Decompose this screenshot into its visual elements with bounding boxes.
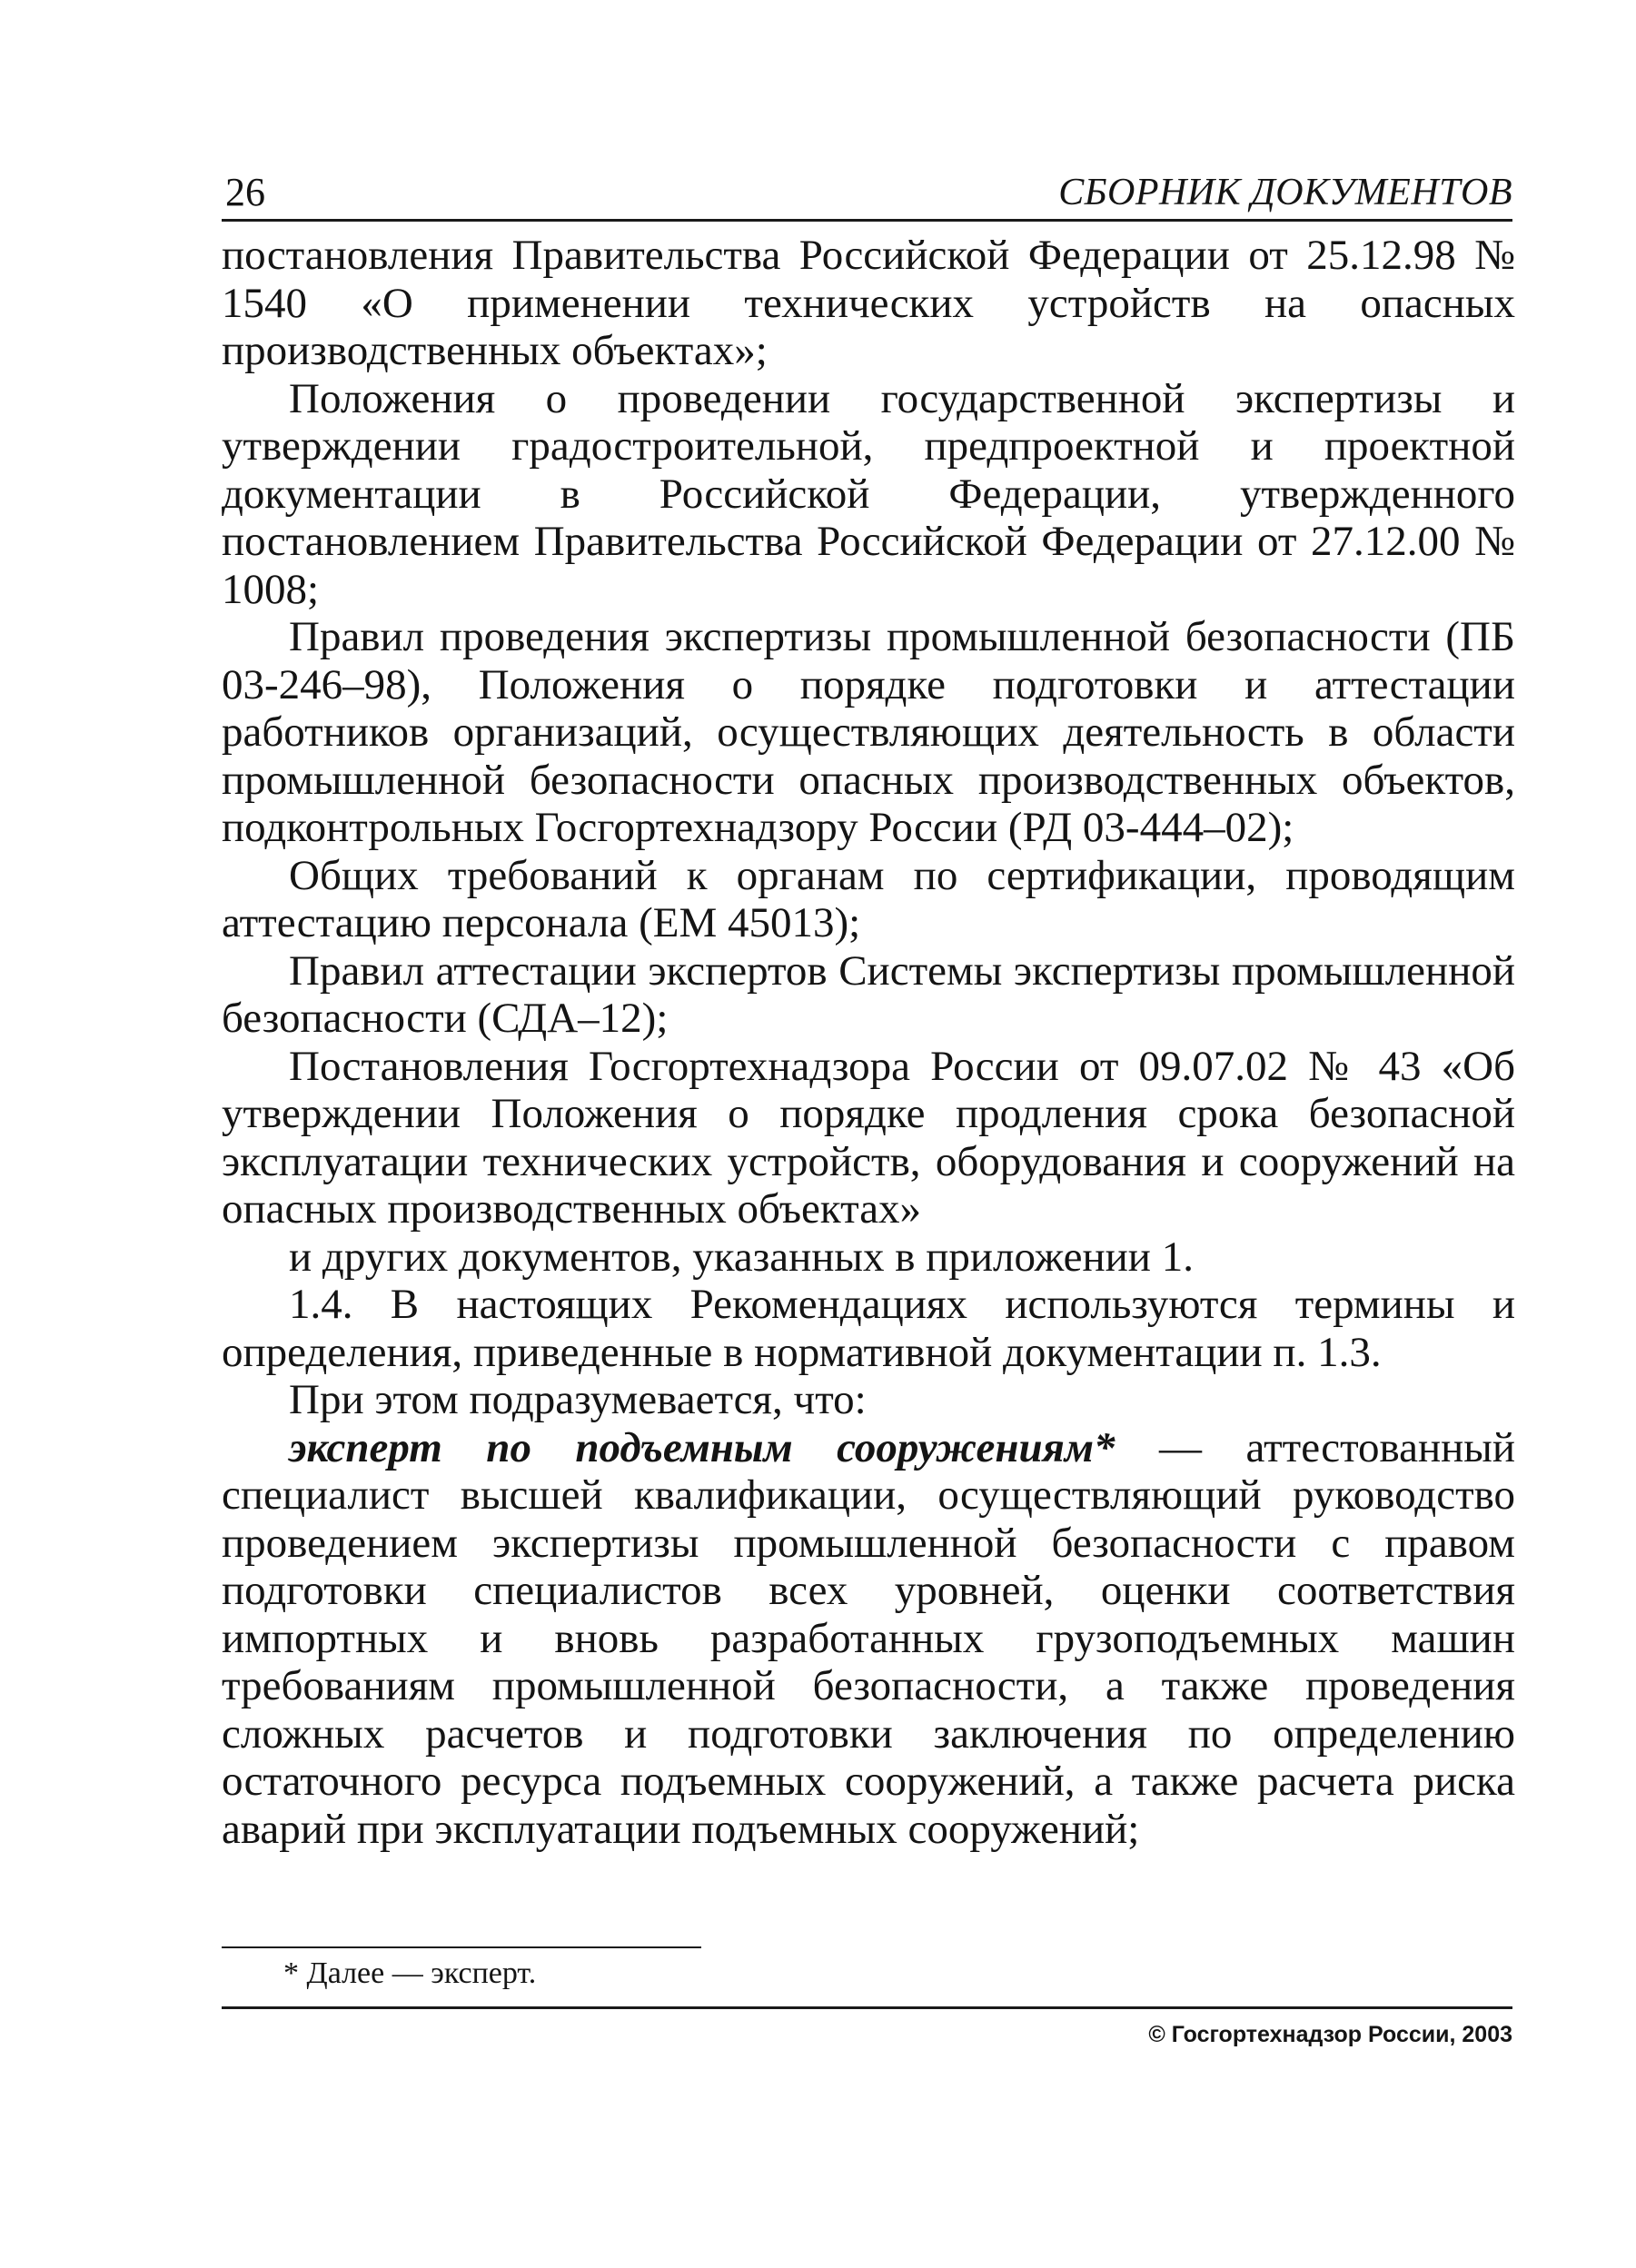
paragraph-continuation: постановления Правительства Российской Федерации от 25.12.98 № 1540 «О применении технических устройств на опасных производственных объектах»; [222,232,1515,374]
header-rule [222,219,1512,222]
paragraph-expert-definition [222,1424,1515,1854]
footnote: * Далее — эксперт. [283,1956,537,1990]
body-text [222,232,1515,1853]
paragraph-certification-requirements: Общих требований к органам по сертификации, проводящим аттестацию персонала (ЕМ 45013); [222,851,1515,946]
definition-text: — аттестованный специалист высшей квалификации, осуществляющий руководство проведением экспертизы промышленной безопасности с правом подготовки специалистов всех уровней, оценки соответствия импортных и вновь разработанных грузоподъемных машин требованиям промышленной безопасности, а также проведения сложных расчетов и подготовки заключения по определению остаточного ресурса подъемных сооружений, а также расчета риска аварий при эксплуатации подъемных сооружений; [222,1423,1515,1853]
bottom-rule [222,2006,1512,2009]
copyright: © Госгортехнадзор России, 2003 [1148,2022,1512,2047]
paragraph-other-documents: и других документов, указанных в приложении 1. [289,1233,1194,1281]
paragraph-section-1-4: 1.4. В настоящих Рекомендациях используются термины и определения, приведенные в нормативной документации п. 1.3. [222,1281,1515,1376]
paragraph-resolution: Постановления Госгортехнадзора России от 09.07.02 № 43 «Об утверждении Положения о порядке продления срока безопасной эксплуатации технических устройств, оборудования и сооружений на опасных производственных объектах» [222,1042,1515,1233]
paragraph-expert-attestation: Правил аттестации экспертов Системы экспертизы промышленной безопасности (СДА–12); [222,946,1515,1042]
running-title: СБОРНИК ДОКУМЕНТОВ [1058,172,1512,213]
paragraph-rules-expertise: Правил проведения экспертизы промышленной безопасности (ПБ 03-246–98), Положения о порядке подготовки и аттестации работников организаций, осуществляющих деятельность в области промышленной безопасности опасных производственных объектов, подконтрольных Госгортехнадзору России (РД 03-444–02); [222,613,1515,851]
paragraph-regulation-expertise: Положения о проведении государственной экспертизы и утверждении градостроительной, предпроектной и проектной документации в Российской Федерации, утвержденного постановлением Правительства Российской Федерации от 27.12.00 № 1008; [222,374,1515,613]
paragraph-implied: При этом подразумевается, что: [289,1376,867,1423]
term-expert: эксперт по подъемным сооружениям* [289,1423,1115,1471]
footnote-rule [222,1946,701,1948]
page-number: 26 [225,170,265,214]
